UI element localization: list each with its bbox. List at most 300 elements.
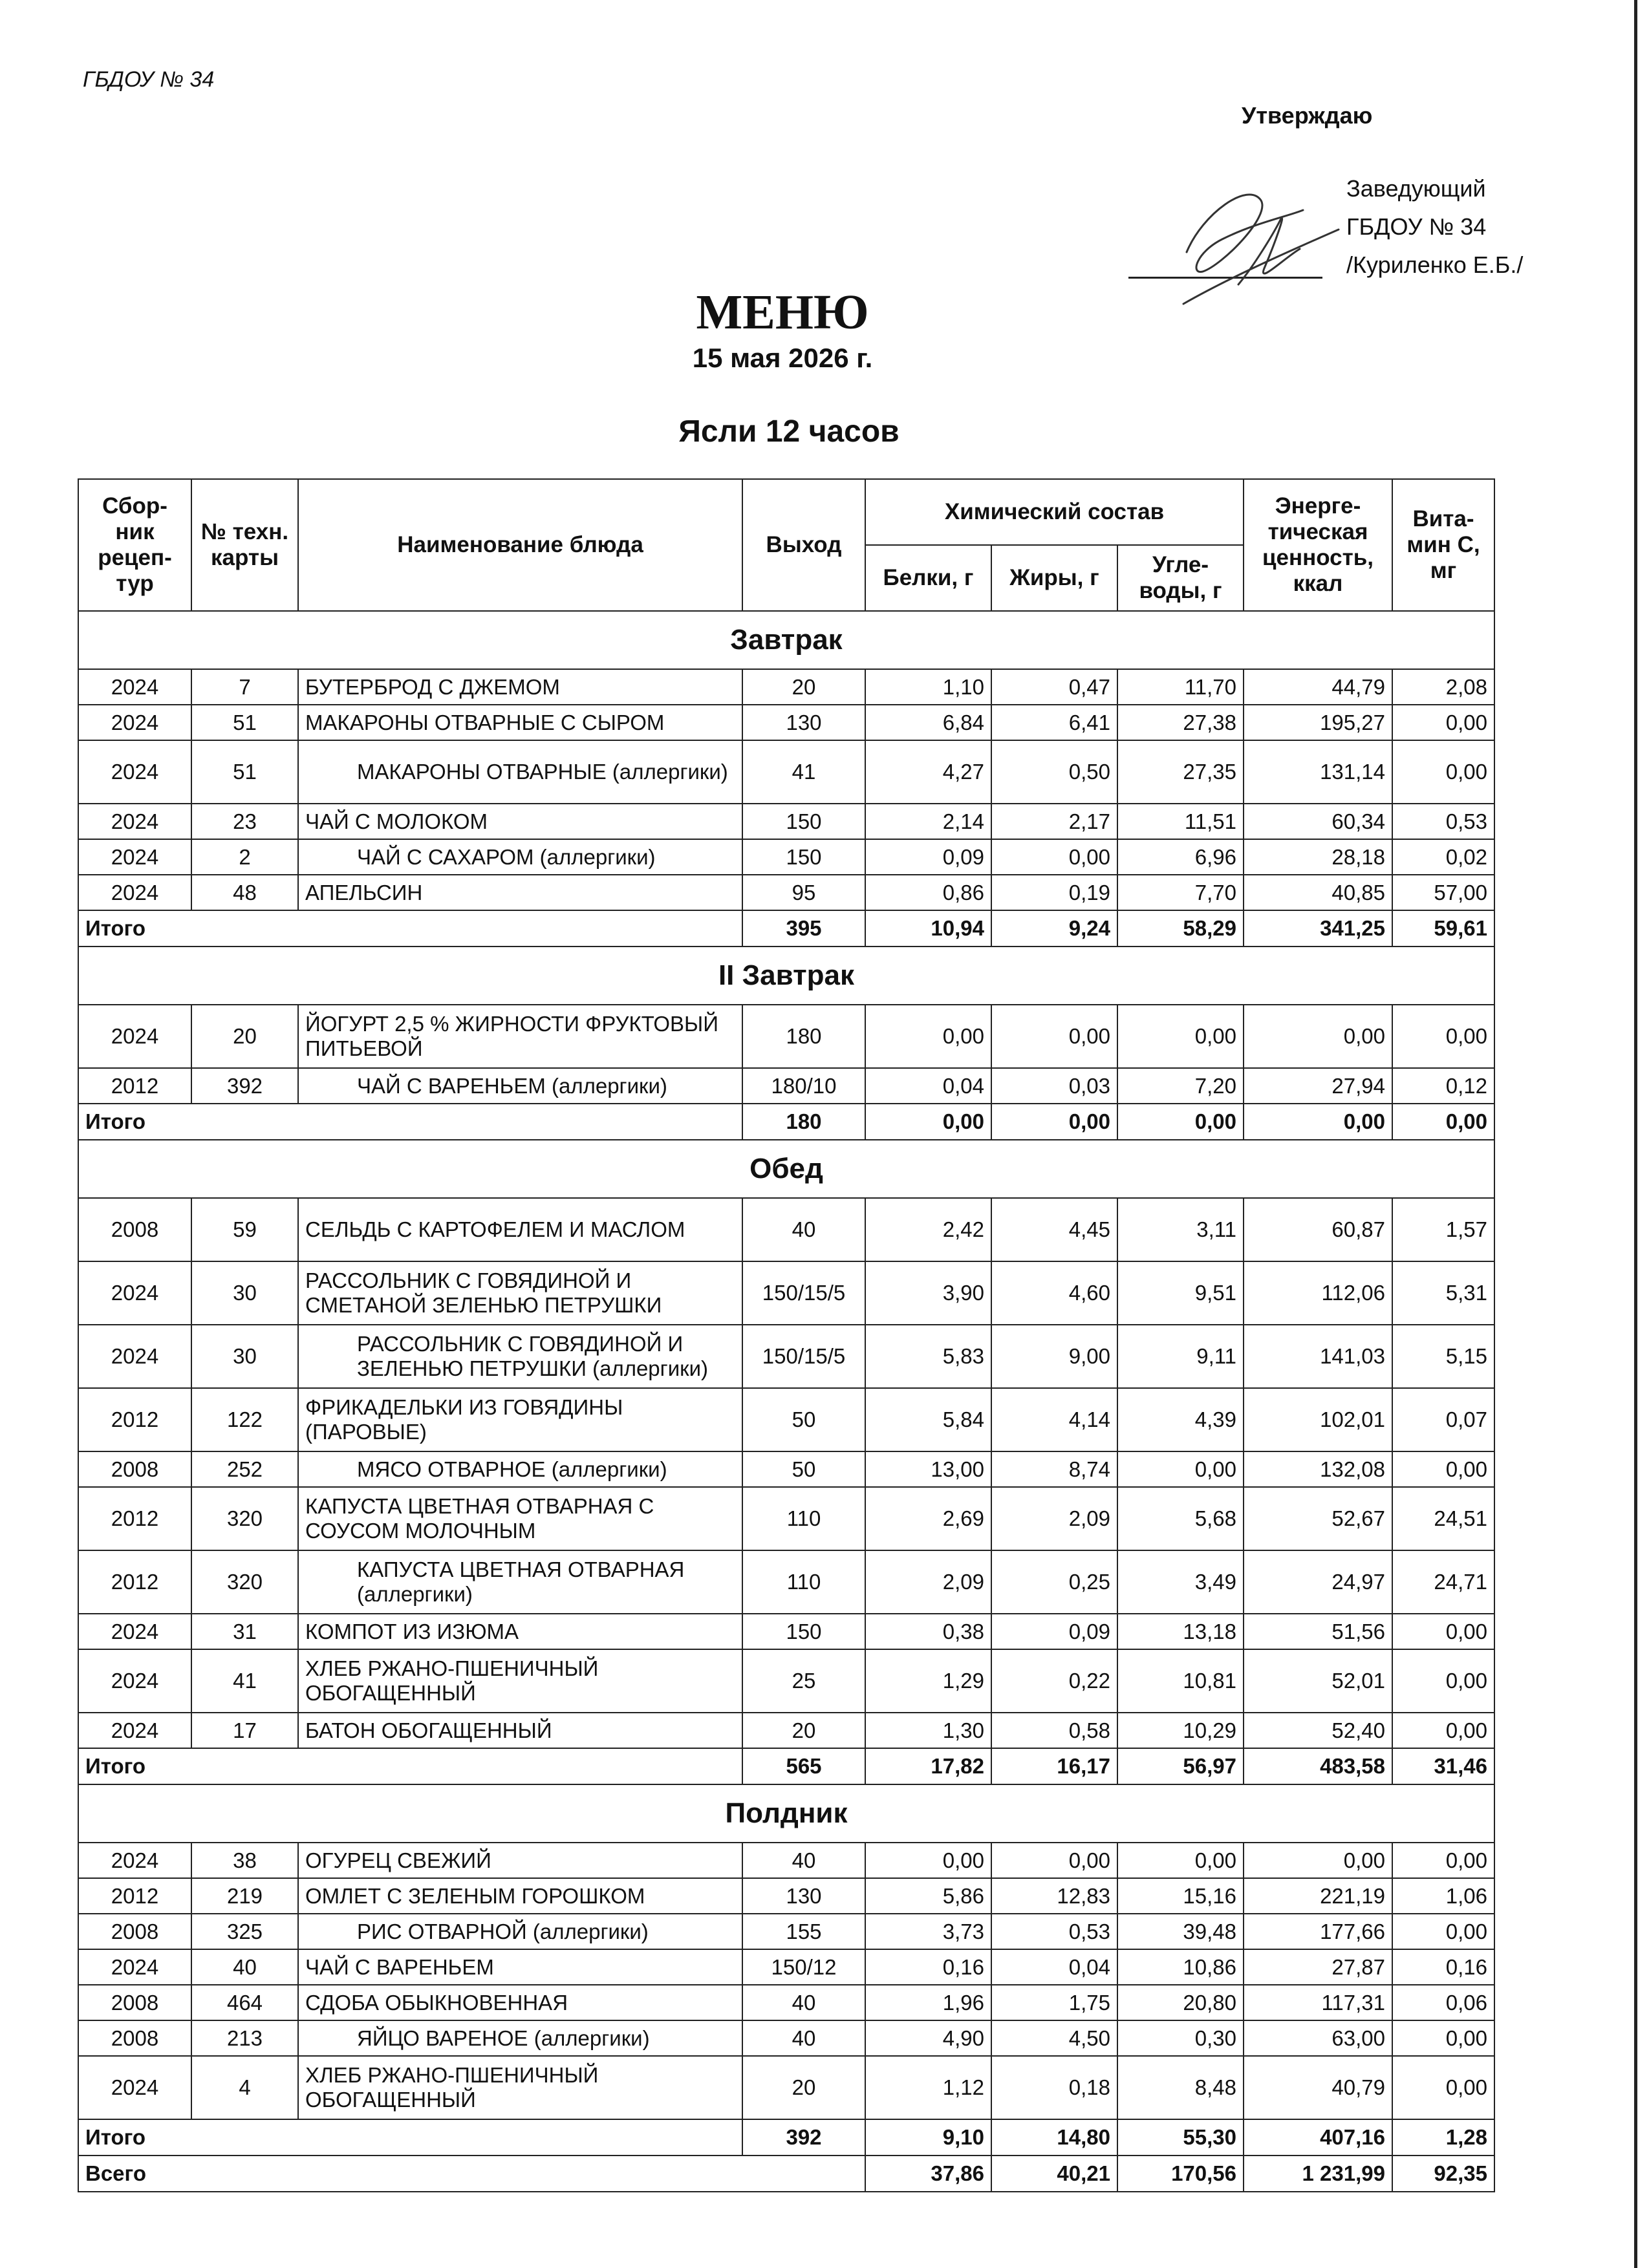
vitamin-cell: 0,53 (1392, 804, 1494, 839)
protein-cell: 4,27 (865, 740, 991, 804)
section-total-row (78, 1748, 1494, 1784)
energy-cell: 112,06 (1244, 1261, 1392, 1325)
table-row (78, 1843, 1494, 1878)
output-cell: 130 (742, 705, 865, 740)
col-chem-header: Химический состав (865, 479, 1244, 545)
dish-name-cell: СДОБА ОБЫКНОВЕННАЯ (298, 1985, 742, 2020)
fat-cell: 12,83 (991, 1878, 1117, 1914)
dish-name-cell: ЯЙЦО ВАРЕНОЕ (аллергики) (298, 2020, 742, 2056)
fat-cell: 2,17 (991, 804, 1117, 839)
energy-cell: 177,66 (1244, 1914, 1392, 1949)
card-number-cell: 4 (191, 2056, 298, 2119)
fat-cell: 0,00 (991, 1005, 1117, 1068)
section-title: II Завтрак (78, 947, 1494, 1005)
energy-cell: 52,67 (1244, 1487, 1392, 1550)
output-cell: 40 (742, 1985, 865, 2020)
total-carbs-cell: 58,29 (1117, 910, 1244, 947)
carbs-cell: 10,29 (1117, 1713, 1244, 1748)
fat-cell: 0,47 (991, 669, 1117, 705)
carbs-cell: 9,51 (1117, 1261, 1244, 1325)
fat-cell: 0,09 (991, 1614, 1117, 1649)
vitamin-cell: 0,00 (1392, 1451, 1494, 1487)
energy-cell: 51,56 (1244, 1614, 1392, 1649)
card-number-cell: 464 (191, 1985, 298, 2020)
vitamin-cell: 0,00 (1392, 705, 1494, 740)
scan-edge-line (1634, 0, 1644, 2268)
collection-cell: 2024 (78, 1843, 191, 1878)
total-protein-cell: 9,10 (865, 2119, 991, 2156)
dish-name-cell: ОГУРЕЦ СВЕЖИЙ (298, 1843, 742, 1878)
table-row (78, 669, 1494, 705)
output-cell: 20 (742, 2056, 865, 2119)
carbs-cell: 13,18 (1117, 1614, 1244, 1649)
table-row (78, 839, 1494, 875)
grand-total-fat-cell: 40,21 (991, 2156, 1117, 2192)
output-cell: 150/15/5 (742, 1325, 865, 1388)
organization-label: ГБДОУ № 34 (83, 67, 215, 92)
energy-cell: 27,87 (1244, 1949, 1392, 1985)
collection-cell: 2024 (78, 1713, 191, 1748)
protein-cell: 2,69 (865, 1487, 991, 1550)
table-row (78, 1713, 1494, 1748)
output-cell: 25 (742, 1649, 865, 1713)
output-cell: 150 (742, 804, 865, 839)
total-label: Итого (78, 1104, 742, 1140)
total-fat-cell: 16,17 (991, 1748, 1117, 1784)
col-energy-header: Энерге-тическая ценность, ккал (1244, 479, 1392, 611)
carbs-cell: 3,49 (1117, 1550, 1244, 1614)
carbs-cell: 3,11 (1117, 1198, 1244, 1261)
vitamin-cell: 24,71 (1392, 1550, 1494, 1614)
collection-cell: 2024 (78, 1614, 191, 1649)
card-number-cell: 30 (191, 1325, 298, 1388)
card-number-cell: 325 (191, 1914, 298, 1949)
fat-cell: 0,50 (991, 740, 1117, 804)
card-number-cell: 17 (191, 1713, 298, 1748)
table-row (78, 804, 1494, 839)
protein-cell: 1,96 (865, 1985, 991, 2020)
protein-cell: 5,84 (865, 1388, 991, 1451)
carbs-cell: 11,70 (1117, 669, 1244, 705)
card-number-cell: 31 (191, 1614, 298, 1649)
table-row (78, 1878, 1494, 1914)
output-cell: 40 (742, 1198, 865, 1261)
vitamin-cell: 0,00 (1392, 1914, 1494, 1949)
fat-cell: 0,00 (991, 839, 1117, 875)
collection-cell: 2024 (78, 705, 191, 740)
energy-cell: 221,19 (1244, 1878, 1392, 1914)
col-card-header: № техн. карты (191, 479, 298, 611)
collection-cell: 2008 (78, 1985, 191, 2020)
table-row (78, 1068, 1494, 1104)
card-number-cell: 51 (191, 740, 298, 804)
grand-total-vitamin-cell: 92,35 (1392, 2156, 1494, 2192)
energy-cell: 60,34 (1244, 804, 1392, 839)
total-fat-cell: 0,00 (991, 1104, 1117, 1140)
output-cell: 110 (742, 1487, 865, 1550)
table-row (78, 1487, 1494, 1550)
table-row (78, 1388, 1494, 1451)
table-row (78, 875, 1494, 910)
card-number-cell: 392 (191, 1068, 298, 1104)
carbs-cell: 10,81 (1117, 1649, 1244, 1713)
dish-name-cell: МАКАРОНЫ ОТВАРНЫЕ С СЫРОМ (298, 705, 742, 740)
section-title: Завтрак (78, 611, 1494, 669)
dish-name-cell: КОМПОТ ИЗ ИЗЮМА (298, 1614, 742, 1649)
card-number-cell: 40 (191, 1949, 298, 1985)
card-number-cell: 38 (191, 1843, 298, 1878)
output-cell: 150/12 (742, 1949, 865, 1985)
output-cell: 180/10 (742, 1068, 865, 1104)
fat-cell: 4,50 (991, 2020, 1117, 2056)
total-protein-cell: 10,94 (865, 910, 991, 947)
card-number-cell: 122 (191, 1388, 298, 1451)
carbs-cell: 0,00 (1117, 1005, 1244, 1068)
collection-cell: 2008 (78, 1198, 191, 1261)
collection-cell: 2024 (78, 1325, 191, 1388)
vitamin-cell: 1,06 (1392, 1878, 1494, 1914)
card-number-cell: 7 (191, 669, 298, 705)
dish-name-cell: ФРИКАДЕЛЬКИ ИЗ ГОВЯДИНЫ (ПАРОВЫЕ) (298, 1388, 742, 1451)
protein-cell: 0,04 (865, 1068, 991, 1104)
energy-cell: 63,00 (1244, 2020, 1392, 2056)
energy-cell: 40,79 (1244, 2056, 1392, 2119)
output-cell: 150 (742, 1614, 865, 1649)
table-header (78, 479, 1494, 611)
total-energy-cell: 483,58 (1244, 1748, 1392, 1784)
vitamin-cell: 0,06 (1392, 1985, 1494, 2020)
output-cell: 50 (742, 1388, 865, 1451)
total-output-cell: 565 (742, 1748, 865, 1784)
dish-name-cell: СЕЛЬДЬ С КАРТОФЕЛЕМ И МАСЛОМ (298, 1198, 742, 1261)
protein-cell: 0,16 (865, 1949, 991, 1985)
card-number-cell: 51 (191, 705, 298, 740)
card-number-cell: 23 (191, 804, 298, 839)
energy-cell: 60,87 (1244, 1198, 1392, 1261)
vitamin-cell: 0,00 (1392, 1005, 1494, 1068)
carbs-cell: 15,16 (1117, 1878, 1244, 1914)
table-row (78, 740, 1494, 804)
table-row (78, 1914, 1494, 1949)
fat-cell: 4,45 (991, 1198, 1117, 1261)
dish-name-cell: РАССОЛЬНИК С ГОВЯДИНОЙ И СМЕТАНОЙ ЗЕЛЕНЬЮ ПЕТРУШКИ (298, 1261, 742, 1325)
col-protein-header: Белки, г (865, 545, 991, 611)
energy-cell: 24,97 (1244, 1550, 1392, 1614)
collection-cell: 2024 (78, 839, 191, 875)
col-fat-header: Жиры, г (991, 545, 1117, 611)
approval-title: Утверждаю (1242, 102, 1373, 129)
collection-cell: 2012 (78, 1878, 191, 1914)
vitamin-cell: 0,00 (1392, 1614, 1494, 1649)
grand-total-row (78, 2156, 1494, 2192)
output-cell: 95 (742, 875, 865, 910)
carbs-cell: 27,38 (1117, 705, 1244, 740)
card-number-cell: 320 (191, 1550, 298, 1614)
grand-total-carbs-cell: 170,56 (1117, 2156, 1244, 2192)
card-number-cell: 41 (191, 1649, 298, 1713)
card-number-cell: 320 (191, 1487, 298, 1550)
fat-cell: 0,04 (991, 1949, 1117, 1985)
vitamin-cell: 0,02 (1392, 839, 1494, 875)
fat-cell: 0,22 (991, 1649, 1117, 1713)
dish-name-cell: ЙОГУРТ 2,5 % ЖИРНОСТИ ФРУКТОВЫЙ ПИТЬЕВОЙ (298, 1005, 742, 1068)
document-date: 15 мая 2026 г. (692, 343, 873, 373)
carbs-cell: 9,11 (1117, 1325, 1244, 1388)
energy-cell: 131,14 (1244, 740, 1392, 804)
carbs-cell: 0,30 (1117, 2020, 1244, 2056)
fat-cell: 0,00 (991, 1843, 1117, 1878)
carbs-cell: 8,48 (1117, 2056, 1244, 2119)
dish-name-cell: КАПУСТА ЦВЕТНАЯ ОТВАРНАЯ С СОУСОМ МОЛОЧНЫМ (298, 1487, 742, 1550)
table-body (78, 611, 1494, 2192)
vitamin-cell: 0,00 (1392, 2020, 1494, 2056)
fat-cell: 0,53 (991, 1914, 1117, 1949)
dish-name-cell: БУТЕРБРОД С ДЖЕМОМ (298, 669, 742, 705)
collection-cell: 2012 (78, 1487, 191, 1550)
card-number-cell: 252 (191, 1451, 298, 1487)
card-number-cell: 59 (191, 1198, 298, 1261)
col-collection-header: Сбор-ник рецеп-тур (78, 479, 191, 611)
vitamin-cell: 0,00 (1392, 1713, 1494, 1748)
total-output-cell: 392 (742, 2119, 865, 2156)
energy-cell: 28,18 (1244, 839, 1392, 875)
carbs-cell: 4,39 (1117, 1388, 1244, 1451)
vitamin-cell: 57,00 (1392, 875, 1494, 910)
section-heading-row (78, 1140, 1494, 1198)
table-row (78, 1198, 1494, 1261)
carbs-cell: 27,35 (1117, 740, 1244, 804)
output-cell: 150/15/5 (742, 1261, 865, 1325)
carbs-cell: 20,80 (1117, 1985, 1244, 2020)
protein-cell: 3,73 (865, 1914, 991, 1949)
carbs-cell: 39,48 (1117, 1914, 1244, 1949)
total-label: Итого (78, 1748, 742, 1784)
card-number-cell: 2 (191, 839, 298, 875)
dish-name-cell: ОМЛЕТ С ЗЕЛЕНЫМ ГОРОШКОМ (298, 1878, 742, 1914)
protein-cell: 1,12 (865, 2056, 991, 2119)
carbs-cell: 7,70 (1117, 875, 1244, 910)
total-carbs-cell: 55,30 (1117, 2119, 1244, 2156)
fat-cell: 0,18 (991, 2056, 1117, 2119)
dish-name-cell: ЧАЙ С САХАРОМ (аллергики) (298, 839, 742, 875)
section-total-row (78, 2119, 1494, 2156)
vitamin-cell: 0,16 (1392, 1949, 1494, 1985)
vitamin-cell: 24,51 (1392, 1487, 1494, 1550)
table-row (78, 1451, 1494, 1487)
energy-cell: 27,94 (1244, 1068, 1392, 1104)
dish-name-cell: ХЛЕБ РЖАНО-ПШЕНИЧНЫЙ ОБОГАЩЕННЫЙ (298, 1649, 742, 1713)
vitamin-cell: 5,15 (1392, 1325, 1494, 1388)
table-row (78, 2020, 1494, 2056)
output-cell: 155 (742, 1914, 865, 1949)
protein-cell: 0,09 (865, 839, 991, 875)
dish-name-cell: МАКАРОНЫ ОТВАРНЫЕ (аллергики) (298, 740, 742, 804)
fat-cell: 6,41 (991, 705, 1117, 740)
vitamin-cell: 0,00 (1392, 1649, 1494, 1713)
fat-cell: 0,58 (991, 1713, 1117, 1748)
total-energy-cell: 341,25 (1244, 910, 1392, 947)
collection-cell: 2024 (78, 1949, 191, 1985)
collection-cell: 2024 (78, 1005, 191, 1068)
table-row (78, 1649, 1494, 1713)
total-carbs-cell: 56,97 (1117, 1748, 1244, 1784)
energy-cell: 40,85 (1244, 875, 1392, 910)
protein-cell: 0,00 (865, 1005, 991, 1068)
protein-cell: 0,86 (865, 875, 991, 910)
carbs-cell: 10,86 (1117, 1949, 1244, 1985)
fat-cell: 1,75 (991, 1985, 1117, 2020)
grand-total-protein-cell: 37,86 (865, 2156, 991, 2192)
fat-cell: 4,14 (991, 1388, 1117, 1451)
fat-cell: 0,03 (991, 1068, 1117, 1104)
collection-cell: 2024 (78, 875, 191, 910)
carbs-cell: 5,68 (1117, 1487, 1244, 1550)
total-vitamin-cell: 0,00 (1392, 1104, 1494, 1140)
output-cell: 150 (742, 839, 865, 875)
total-vitamin-cell: 1,28 (1392, 2119, 1494, 2156)
protein-cell: 1,30 (865, 1713, 991, 1748)
energy-cell: 195,27 (1244, 705, 1392, 740)
section-title: Обед (78, 1140, 1494, 1198)
total-carbs-cell: 0,00 (1117, 1104, 1244, 1140)
table-row (78, 1005, 1494, 1068)
fat-cell: 4,60 (991, 1261, 1117, 1325)
dish-name-cell: ХЛЕБ РЖАНО-ПШЕНИЧНЫЙ ОБОГАЩЕННЫЙ (298, 2056, 742, 2119)
output-cell: 20 (742, 1713, 865, 1748)
card-number-cell: 213 (191, 2020, 298, 2056)
dish-name-cell: РАССОЛЬНИК С ГОВЯДИНОЙ И ЗЕЛЕНЬЮ ПЕТРУШКИ (аллергики) (298, 1325, 742, 1388)
energy-cell: 44,79 (1244, 669, 1392, 705)
vitamin-cell: 0,00 (1392, 740, 1494, 804)
section-total-row (78, 910, 1494, 947)
vitamin-cell: 0,07 (1392, 1388, 1494, 1451)
fat-cell: 9,00 (991, 1325, 1117, 1388)
output-cell: 110 (742, 1550, 865, 1614)
collection-cell: 2012 (78, 1388, 191, 1451)
protein-cell: 2,09 (865, 1550, 991, 1614)
total-fat-cell: 14,80 (991, 2119, 1117, 2156)
energy-cell: 0,00 (1244, 1005, 1392, 1068)
dish-name-cell: ЧАЙ С ВАРЕНЬЕМ (аллергики) (298, 1068, 742, 1104)
card-number-cell: 48 (191, 875, 298, 910)
collection-cell: 2012 (78, 1550, 191, 1614)
table-row (78, 1325, 1494, 1388)
table-row (78, 1261, 1494, 1325)
col-vitamin-header: Вита-мин С, мг (1392, 479, 1494, 611)
energy-cell: 52,40 (1244, 1713, 1392, 1748)
protein-cell: 6,84 (865, 705, 991, 740)
collection-cell: 2008 (78, 2020, 191, 2056)
collection-cell: 2012 (78, 1068, 191, 1104)
collection-cell: 2024 (78, 740, 191, 804)
output-cell: 40 (742, 1843, 865, 1878)
card-number-cell: 219 (191, 1878, 298, 1914)
collection-cell: 2024 (78, 2056, 191, 2119)
carbs-cell: 6,96 (1117, 839, 1244, 875)
output-cell: 180 (742, 1005, 865, 1068)
dish-name-cell: РИС ОТВАРНОЙ (аллергики) (298, 1914, 742, 1949)
protein-cell: 0,38 (865, 1614, 991, 1649)
dish-name-cell: КАПУСТА ЦВЕТНАЯ ОТВАРНАЯ (аллергики) (298, 1550, 742, 1614)
fat-cell: 8,74 (991, 1451, 1117, 1487)
protein-cell: 1,29 (865, 1649, 991, 1713)
output-cell: 41 (742, 740, 865, 804)
document-title: МЕНЮ (696, 285, 869, 339)
protein-cell: 0,00 (865, 1843, 991, 1878)
section-title: Полдник (78, 1784, 1494, 1843)
vitamin-cell: 0,12 (1392, 1068, 1494, 1104)
vitamin-cell: 0,00 (1392, 2056, 1494, 2119)
section-heading-row (78, 947, 1494, 1005)
carbs-cell: 0,00 (1117, 1451, 1244, 1487)
col-name-header: Наименование блюда (298, 479, 742, 611)
table-row (78, 1949, 1494, 1985)
table-row (78, 705, 1494, 740)
total-label: Итого (78, 910, 742, 947)
protein-cell: 2,14 (865, 804, 991, 839)
energy-cell: 117,31 (1244, 1985, 1392, 2020)
total-energy-cell: 407,16 (1244, 2119, 1392, 2156)
total-energy-cell: 0,00 (1244, 1104, 1392, 1140)
table-row (78, 1614, 1494, 1649)
protein-cell: 5,83 (865, 1325, 991, 1388)
energy-cell: 102,01 (1244, 1388, 1392, 1451)
total-protein-cell: 0,00 (865, 1104, 991, 1140)
card-number-cell: 30 (191, 1261, 298, 1325)
table-row (78, 1550, 1494, 1614)
carbs-cell: 0,00 (1117, 1843, 1244, 1878)
approval-organization: ГБДОУ № 34 (1346, 213, 1487, 240)
col-carbs-header: Угле-воды, г (1117, 545, 1244, 611)
fat-cell: 0,25 (991, 1550, 1117, 1614)
protein-cell: 2,42 (865, 1198, 991, 1261)
energy-cell: 52,01 (1244, 1649, 1392, 1713)
energy-cell: 0,00 (1244, 1843, 1392, 1878)
dish-name-cell: ЧАЙ С МОЛОКОМ (298, 804, 742, 839)
total-vitamin-cell: 31,46 (1392, 1748, 1494, 1784)
total-fat-cell: 9,24 (991, 910, 1117, 947)
carbs-cell: 11,51 (1117, 804, 1244, 839)
fat-cell: 0,19 (991, 875, 1117, 910)
vitamin-cell: 5,31 (1392, 1261, 1494, 1325)
protein-cell: 13,00 (865, 1451, 991, 1487)
section-total-row (78, 1104, 1494, 1140)
dish-name-cell: БАТОН ОБОГАЩЕННЫЙ (298, 1713, 742, 1748)
approval-signatory: /Куриленко Е.Б./ (1346, 251, 1524, 278)
section-heading-row (78, 1784, 1494, 1843)
total-protein-cell: 17,82 (865, 1748, 991, 1784)
energy-cell: 141,03 (1244, 1325, 1392, 1388)
protein-cell: 3,90 (865, 1261, 991, 1325)
collection-cell: 2024 (78, 1261, 191, 1325)
col-output-header: Выход (742, 479, 865, 611)
card-number-cell: 20 (191, 1005, 298, 1068)
total-vitamin-cell: 59,61 (1392, 910, 1494, 947)
protein-cell: 1,10 (865, 669, 991, 705)
vitamin-cell: 2,08 (1392, 669, 1494, 705)
energy-cell: 132,08 (1244, 1451, 1392, 1487)
document-subtitle: Ясли 12 часов (678, 414, 900, 449)
output-cell: 20 (742, 669, 865, 705)
total-output-cell: 395 (742, 910, 865, 947)
collection-cell: 2024 (78, 1649, 191, 1713)
vitamin-cell: 1,57 (1392, 1198, 1494, 1261)
section-heading-row (78, 611, 1494, 669)
table-row (78, 2056, 1494, 2119)
protein-cell: 5,86 (865, 1878, 991, 1914)
fat-cell: 2,09 (991, 1487, 1117, 1550)
collection-cell: 2024 (78, 804, 191, 839)
